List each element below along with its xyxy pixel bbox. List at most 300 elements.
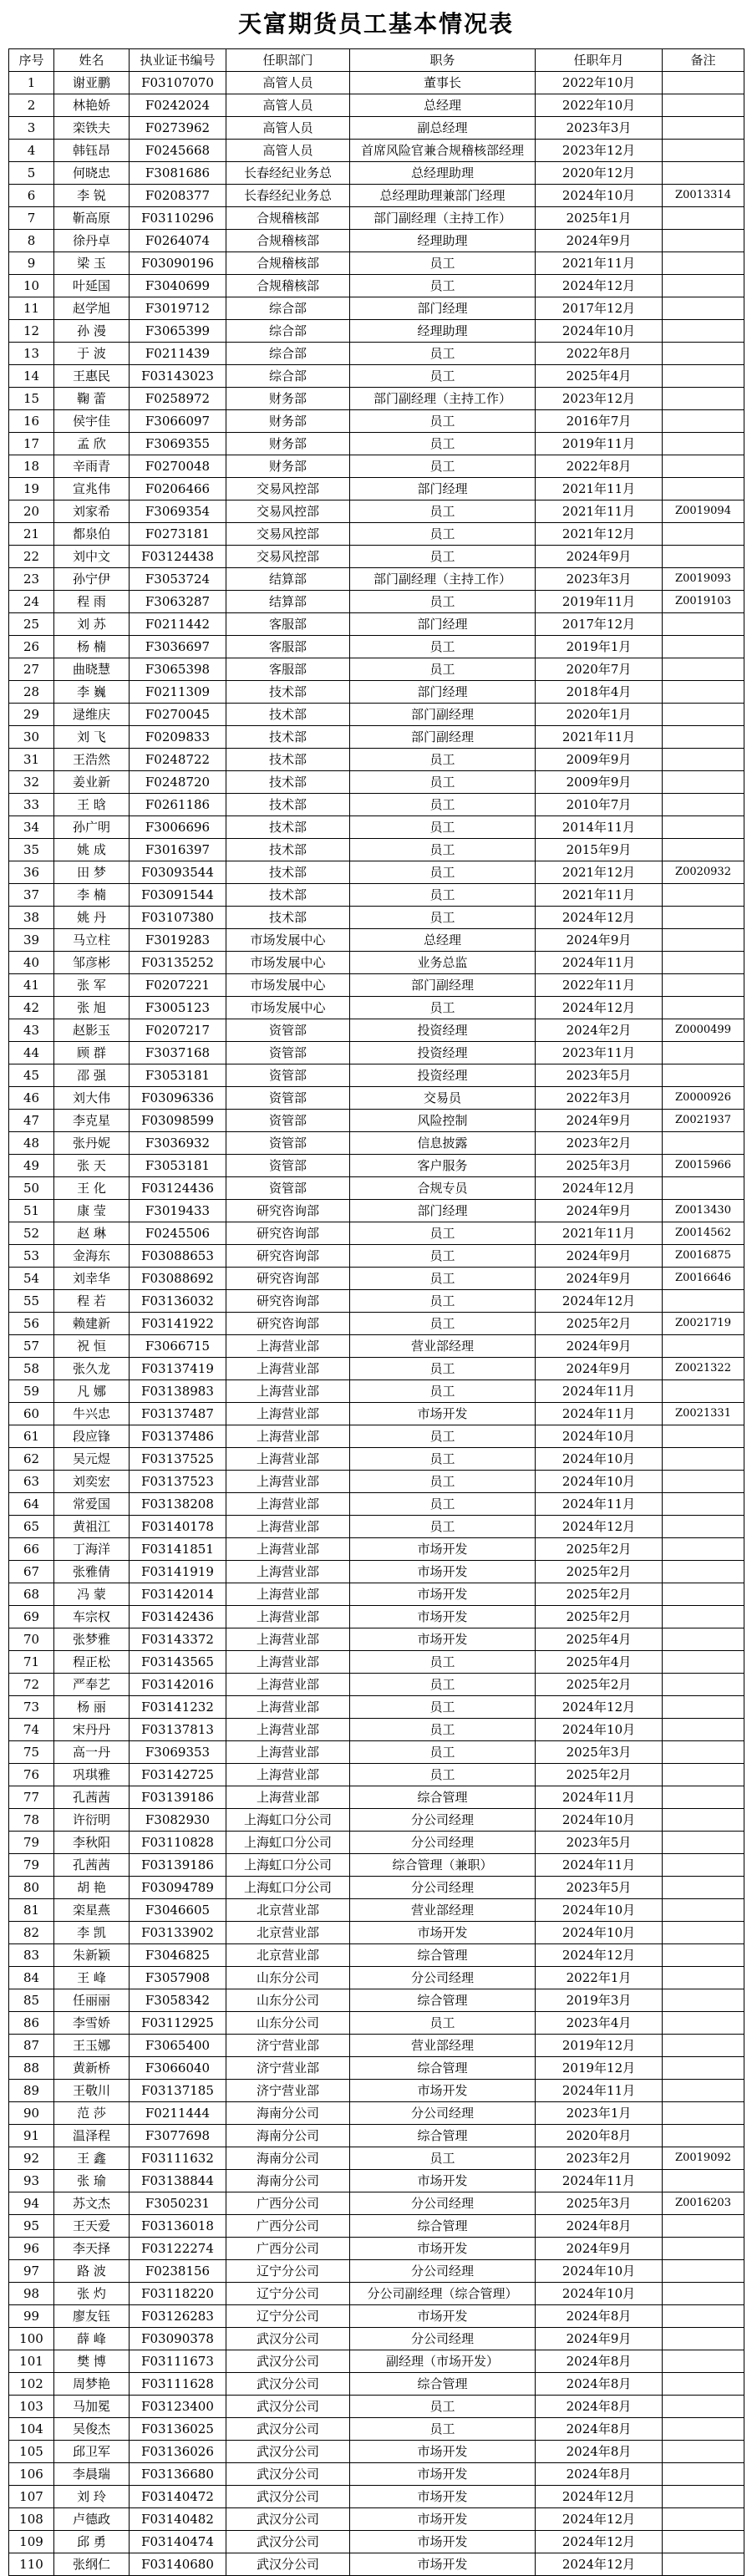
- cell-department: 上海营业部: [226, 1380, 350, 1403]
- cell-department: 研究咨询部: [226, 1313, 350, 1335]
- cell-license: F3050231: [130, 2192, 226, 2215]
- cell-position: 交易员: [350, 1087, 536, 1110]
- cell-remark: [663, 884, 744, 907]
- cell-date: 2024年10月: [536, 2283, 663, 2305]
- table-row: [9, 523, 744, 546]
- cell-name: 孟 欣: [54, 433, 130, 455]
- cell-remark: [663, 117, 744, 140]
- cell-department: 技术部: [226, 907, 350, 929]
- cell-name: 王浩然: [54, 749, 130, 771]
- table-row: [9, 861, 744, 884]
- cell-date: 2021年11月: [536, 252, 663, 275]
- table-row: [9, 681, 744, 704]
- cell-index: 98: [9, 2283, 54, 2305]
- cell-name: 李 楠: [54, 884, 130, 907]
- cell-remark: [663, 2283, 744, 2305]
- cell-license: F3005123: [130, 997, 226, 1019]
- cell-position: 员工: [350, 816, 536, 839]
- cell-license: F3066040: [130, 2057, 226, 2080]
- cell-name: 侯宇佳: [54, 410, 130, 433]
- cell-department: 上海营业部: [226, 1335, 350, 1358]
- cell-department: 结算部: [226, 591, 350, 613]
- cell-position: 员工: [350, 1222, 536, 1245]
- cell-license: F0207221: [130, 974, 226, 997]
- cell-name: 邵 强: [54, 1064, 130, 1087]
- cell-index: 34: [9, 816, 54, 839]
- table-row: [9, 2486, 744, 2508]
- cell-department: 武汉分公司: [226, 2508, 350, 2531]
- cell-position: 综合管理: [350, 1989, 536, 2012]
- cell-position: 市场开发: [350, 2463, 536, 2486]
- cell-license: F3037168: [130, 1042, 226, 1064]
- table-row: [9, 433, 744, 455]
- cell-index: 63: [9, 1471, 54, 1493]
- cell-index: 29: [9, 704, 54, 726]
- table-row: [9, 1606, 744, 1628]
- cell-license: F03137525: [130, 1448, 226, 1471]
- cell-license: F03118220: [130, 2283, 226, 2305]
- cell-license: F3053724: [130, 568, 226, 591]
- cell-date: 2023年12月: [536, 388, 663, 410]
- cell-remark: [663, 1561, 744, 1583]
- cell-department: 资管部: [226, 1064, 350, 1087]
- cell-remark: [663, 1922, 744, 1944]
- cell-license: F03140482: [130, 2508, 226, 2531]
- table-row: [9, 1674, 744, 1696]
- cell-department: 山东分公司: [226, 1967, 350, 1989]
- cell-license: F03140178: [130, 1516, 226, 1538]
- cell-index: 18: [9, 455, 54, 478]
- cell-license: F03138983: [130, 1380, 226, 1403]
- cell-license: F03142014: [130, 1583, 226, 1606]
- cell-index: 64: [9, 1493, 54, 1516]
- cell-index: 67: [9, 1561, 54, 1583]
- table-row: [9, 1110, 744, 1132]
- cell-department: 海南分公司: [226, 2147, 350, 2170]
- table-row: [9, 546, 744, 568]
- cell-date: 2023年5月: [536, 1832, 663, 1854]
- cell-license: F03123400: [130, 2396, 226, 2418]
- table-row: [9, 320, 744, 343]
- cell-index: 101: [9, 2350, 54, 2373]
- cell-name: 牛兴忠: [54, 1403, 130, 1425]
- cell-date: 2022年1月: [536, 1967, 663, 1989]
- cell-remark: [663, 1064, 744, 1087]
- table-row: [9, 839, 744, 861]
- cell-license: F0273962: [130, 117, 226, 140]
- cell-position: 员工: [350, 794, 536, 816]
- table-row: [9, 2418, 744, 2441]
- table-row: [9, 1877, 744, 1899]
- cell-position: 员工: [350, 1380, 536, 1403]
- cell-position: 员工: [350, 2147, 536, 2170]
- cell-name: 祝 恒: [54, 1335, 130, 1358]
- cell-date: 2024年10月: [536, 1471, 663, 1493]
- cell-name: 程 若: [54, 1290, 130, 1313]
- cell-remark: [663, 2328, 744, 2350]
- cell-date: 2017年12月: [536, 297, 663, 320]
- cell-index: 36: [9, 861, 54, 884]
- cell-remark: [663, 1674, 744, 1696]
- cell-remark: [663, 1471, 744, 1493]
- cell-date: 2018年4月: [536, 681, 663, 704]
- cell-name: 马加冕: [54, 2396, 130, 2418]
- cell-index: 108: [9, 2508, 54, 2531]
- cell-remark: [663, 952, 744, 974]
- cell-department: 上海营业部: [226, 1764, 350, 1786]
- cell-position: 董事长: [350, 72, 536, 94]
- table-row: [9, 2373, 744, 2396]
- table-row: [9, 1696, 744, 1719]
- cell-department: 山东分公司: [226, 2012, 350, 2035]
- cell-date: 2024年12月: [536, 275, 663, 297]
- table-row: [9, 162, 744, 185]
- cell-remark: [663, 929, 744, 952]
- cell-name: 靳高原: [54, 207, 130, 230]
- cell-name: 李雪娇: [54, 2012, 130, 2035]
- cell-license: F3016397: [130, 839, 226, 861]
- cell-remark: [663, 2170, 744, 2192]
- cell-position: 综合管理: [350, 2057, 536, 2080]
- cell-department: 综合部: [226, 320, 350, 343]
- cell-name: 杨 丽: [54, 1696, 130, 1719]
- cell-date: 2025年2月: [536, 1764, 663, 1786]
- cell-department: 交易风控部: [226, 546, 350, 568]
- cell-remark: Z0021322: [663, 1358, 744, 1380]
- cell-license: F3069353: [130, 1741, 226, 1764]
- table-body: [9, 72, 744, 2576]
- cell-name: 赵 琳: [54, 1222, 130, 1245]
- table-row: [9, 230, 744, 252]
- cell-position: 员工: [350, 523, 536, 546]
- cell-license: F03111632: [130, 2147, 226, 2170]
- cell-position: 市场开发: [350, 1606, 536, 1628]
- cell-license: F03107070: [130, 72, 226, 94]
- cell-position: 员工: [350, 771, 536, 794]
- cell-department: 研究咨询部: [226, 1200, 350, 1222]
- cell-name: 王惠民: [54, 365, 130, 388]
- cell-date: 2022年8月: [536, 343, 663, 365]
- cell-remark: [663, 1583, 744, 1606]
- cell-index: 73: [9, 1696, 54, 1719]
- cell-index: 16: [9, 410, 54, 433]
- cell-license: F0238156: [130, 2260, 226, 2283]
- cell-date: 2024年11月: [536, 1380, 663, 1403]
- cell-department: 山东分公司: [226, 1989, 350, 2012]
- cell-index: 53: [9, 1245, 54, 1268]
- cell-name: 刘 玲: [54, 2486, 130, 2508]
- cell-index: 52: [9, 1222, 54, 1245]
- cell-name: 李秋阳: [54, 1832, 130, 1854]
- cell-remark: [663, 1809, 744, 1832]
- cell-name: 栾铁夫: [54, 117, 130, 140]
- cell-index: 27: [9, 658, 54, 681]
- cell-date: 2019年12月: [536, 2057, 663, 2080]
- cell-department: 辽宁分公司: [226, 2305, 350, 2328]
- cell-date: 2025年3月: [536, 2192, 663, 2215]
- cell-index: 43: [9, 1019, 54, 1042]
- cell-department: 技术部: [226, 771, 350, 794]
- cell-date: 2019年3月: [536, 1989, 663, 2012]
- cell-index: 94: [9, 2192, 54, 2215]
- cell-index: 104: [9, 2418, 54, 2441]
- cell-index: 88: [9, 2057, 54, 2080]
- cell-license: F03110828: [130, 1832, 226, 1854]
- cell-license: F03090378: [130, 2328, 226, 2350]
- table-row: [9, 1989, 744, 2012]
- cell-index: 74: [9, 1719, 54, 1741]
- cell-department: 上海营业部: [226, 1493, 350, 1516]
- cell-remark: [663, 1177, 744, 1200]
- cell-license: F03139186: [130, 1854, 226, 1877]
- cell-index: 47: [9, 1110, 54, 1132]
- cell-name: 于 波: [54, 343, 130, 365]
- table-row: [9, 2350, 744, 2373]
- cell-position: 投资经理: [350, 1042, 536, 1064]
- cell-index: 79: [9, 1832, 54, 1854]
- cell-date: 2022年10月: [536, 72, 663, 94]
- table-row: [9, 2057, 744, 2080]
- cell-date: 2025年4月: [536, 1628, 663, 1651]
- cell-license: F3069354: [130, 500, 226, 523]
- cell-date: 2024年9月: [536, 230, 663, 252]
- cell-remark: [663, 2486, 744, 2508]
- cell-remark: [663, 275, 744, 297]
- cell-position: 员工: [350, 2418, 536, 2441]
- table-row: [9, 794, 744, 816]
- cell-name: 栾星燕: [54, 1899, 130, 1922]
- cell-license: F03112925: [130, 2012, 226, 2035]
- cell-position: 部门副经理（主持工作）: [350, 207, 536, 230]
- cell-date: 2019年11月: [536, 591, 663, 613]
- cell-department: 市场发展中心: [226, 974, 350, 997]
- cell-position: 部门经理: [350, 613, 536, 636]
- cell-remark: [663, 388, 744, 410]
- cell-remark: Z0020932: [663, 861, 744, 884]
- cell-name: 吴元煜: [54, 1448, 130, 1471]
- cell-position: 市场开发: [350, 1538, 536, 1561]
- table-row: [9, 1313, 744, 1335]
- cell-date: 2024年9月: [536, 1358, 663, 1380]
- cell-department: 资管部: [226, 1110, 350, 1132]
- cell-name: 赵学旭: [54, 297, 130, 320]
- table-row: [9, 94, 744, 117]
- cell-remark: [663, 1425, 744, 1448]
- cell-name: 姜业新: [54, 771, 130, 794]
- header-remark: 备注: [663, 49, 744, 72]
- cell-position: 市场开发: [350, 2441, 536, 2463]
- cell-position: 市场开发: [350, 2170, 536, 2192]
- cell-license: F03139186: [130, 1786, 226, 1809]
- table-row: [9, 1944, 744, 1967]
- table-row: [9, 1425, 744, 1448]
- cell-department: 市场发展中心: [226, 929, 350, 952]
- cell-index: 49: [9, 1155, 54, 1177]
- cell-license: F3077698: [130, 2125, 226, 2147]
- cell-index: 102: [9, 2373, 54, 2396]
- cell-license: F3065399: [130, 320, 226, 343]
- cell-remark: [663, 2215, 744, 2238]
- cell-license: F03137185: [130, 2080, 226, 2102]
- cell-index: 97: [9, 2260, 54, 2283]
- cell-remark: [663, 1448, 744, 1471]
- table-row: [9, 1516, 744, 1538]
- table-row: [9, 2215, 744, 2238]
- table-row: [9, 2192, 744, 2215]
- employee-table: [8, 48, 744, 2576]
- cell-department: 北京营业部: [226, 1899, 350, 1922]
- cell-remark: [663, 2350, 744, 2373]
- cell-name: 刘幸华: [54, 1268, 130, 1290]
- cell-position: 员工: [350, 455, 536, 478]
- cell-remark: Z0019093: [663, 568, 744, 591]
- table-row: [9, 952, 744, 974]
- cell-name: 谢亚鹏: [54, 72, 130, 94]
- cell-index: 26: [9, 636, 54, 658]
- cell-license: F0245668: [130, 140, 226, 162]
- cell-name: 张雅倩: [54, 1561, 130, 1583]
- cell-index: 60: [9, 1403, 54, 1425]
- table-row: [9, 1854, 744, 1877]
- cell-position: 市场开发: [350, 1628, 536, 1651]
- table-row: [9, 2328, 744, 2350]
- cell-license: F03137813: [130, 1719, 226, 1741]
- cell-department: 辽宁分公司: [226, 2260, 350, 2283]
- cell-date: 2025年2月: [536, 1561, 663, 1583]
- cell-name: 王天爱: [54, 2215, 130, 2238]
- cell-department: 上海营业部: [226, 1516, 350, 1538]
- cell-department: 技术部: [226, 884, 350, 907]
- table-row: [9, 1064, 744, 1087]
- cell-date: 2016年7月: [536, 410, 663, 433]
- cell-remark: Z0021719: [663, 1313, 744, 1335]
- cell-date: 2024年12月: [536, 907, 663, 929]
- cell-index: 54: [9, 1268, 54, 1290]
- cell-department: 武汉分公司: [226, 2553, 350, 2576]
- cell-position: 部门副经理: [350, 726, 536, 749]
- cell-date: 2025年4月: [536, 1651, 663, 1674]
- cell-index: 99: [9, 2305, 54, 2328]
- cell-position: 综合管理: [350, 2125, 536, 2147]
- cell-position: 员工: [350, 275, 536, 297]
- cell-department: 上海营业部: [226, 1696, 350, 1719]
- cell-license: F03138844: [130, 2170, 226, 2192]
- cell-index: 84: [9, 1967, 54, 1989]
- cell-position: 市场开发: [350, 1583, 536, 1606]
- table-row: [9, 1786, 744, 1809]
- table-row: [9, 1922, 744, 1944]
- cell-license: F03142016: [130, 1674, 226, 1696]
- cell-position: 市场开发: [350, 2508, 536, 2531]
- cell-date: 2024年12月: [536, 1177, 663, 1200]
- cell-department: 高管人员: [226, 117, 350, 140]
- cell-license: F03133902: [130, 1922, 226, 1944]
- cell-department: 资管部: [226, 1155, 350, 1177]
- cell-date: 2019年11月: [536, 433, 663, 455]
- cell-license: F0209833: [130, 726, 226, 749]
- table-row: [9, 343, 744, 365]
- table-row: [9, 2463, 744, 2486]
- cell-index: 80: [9, 1877, 54, 1899]
- cell-position: 市场开发: [350, 1561, 536, 1583]
- cell-department: 交易风控部: [226, 523, 350, 546]
- cell-index: 85: [9, 1989, 54, 2012]
- cell-remark: [663, 1651, 744, 1674]
- table-row: [9, 410, 744, 433]
- cell-license: F03136018: [130, 2215, 226, 2238]
- cell-date: 2024年8月: [536, 2396, 663, 2418]
- cell-date: 2024年12月: [536, 2531, 663, 2553]
- cell-remark: [663, 230, 744, 252]
- cell-name: 范 莎: [54, 2102, 130, 2125]
- cell-name: 张 灼: [54, 2283, 130, 2305]
- cell-remark: [663, 297, 744, 320]
- cell-index: 2: [9, 94, 54, 117]
- cell-name: 冯 蒙: [54, 1583, 130, 1606]
- cell-license: F03143023: [130, 365, 226, 388]
- cell-department: 财务部: [226, 410, 350, 433]
- cell-index: 78: [9, 1809, 54, 1832]
- table-row: [9, 1561, 744, 1583]
- cell-name: 许衍明: [54, 1809, 130, 1832]
- cell-remark: [663, 72, 744, 94]
- cell-position: 员工: [350, 1358, 536, 1380]
- cell-department: 上海营业部: [226, 1741, 350, 1764]
- cell-department: 武汉分公司: [226, 2373, 350, 2396]
- cell-position: 员工: [350, 997, 536, 1019]
- cell-date: 2023年5月: [536, 1064, 663, 1087]
- cell-date: 2024年10月: [536, 1809, 663, 1832]
- cell-license: F0261186: [130, 794, 226, 816]
- cell-position: 员工: [350, 2012, 536, 2035]
- cell-remark: [663, 2418, 744, 2441]
- table-row: [9, 884, 744, 907]
- cell-position: 员工: [350, 884, 536, 907]
- cell-department: 技术部: [226, 794, 350, 816]
- cell-position: 经理助理: [350, 320, 536, 343]
- cell-remark: [663, 681, 744, 704]
- cell-department: 合规稽核部: [226, 252, 350, 275]
- table-row: [9, 117, 744, 140]
- cell-position: 员工: [350, 1741, 536, 1764]
- cell-position: 市场开发: [350, 2080, 536, 2102]
- cell-remark: [663, 252, 744, 275]
- cell-date: 2024年12月: [536, 997, 663, 1019]
- cell-department: 技术部: [226, 681, 350, 704]
- cell-license: F0270048: [130, 455, 226, 478]
- cell-license: F3066715: [130, 1335, 226, 1358]
- cell-department: 资管部: [226, 1087, 350, 1110]
- cell-name: 徐丹卓: [54, 230, 130, 252]
- cell-license: F03124438: [130, 546, 226, 568]
- table-row: [9, 658, 744, 681]
- table-row: [9, 1832, 744, 1854]
- cell-license: F3019283: [130, 929, 226, 952]
- cell-license: F03137523: [130, 1471, 226, 1493]
- cell-department: 财务部: [226, 433, 350, 455]
- cell-date: 2024年8月: [536, 2463, 663, 2486]
- cell-name: 邹彦彬: [54, 952, 130, 974]
- table-row: [9, 2531, 744, 2553]
- cell-date: 2024年9月: [536, 1335, 663, 1358]
- cell-remark: [663, 2305, 744, 2328]
- cell-position: 员工: [350, 2396, 536, 2418]
- cell-index: 62: [9, 1448, 54, 1471]
- cell-date: 2024年12月: [536, 1944, 663, 1967]
- cell-remark: Z0016203: [663, 2192, 744, 2215]
- cell-position: 员工: [350, 546, 536, 568]
- cell-license: F3036932: [130, 1132, 226, 1155]
